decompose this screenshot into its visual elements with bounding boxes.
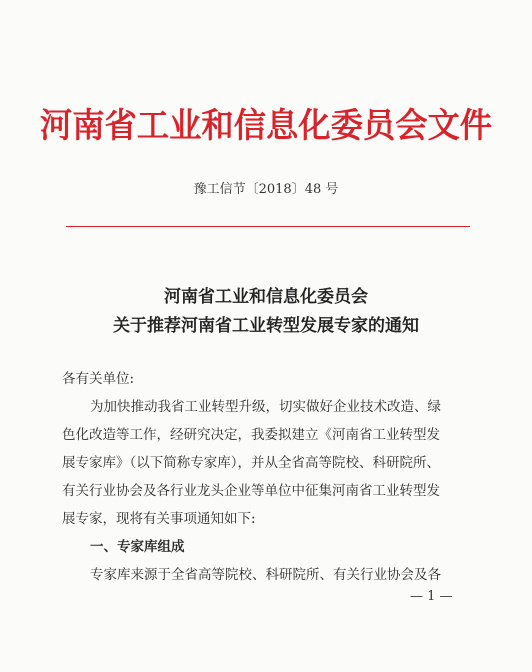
paragraph-line: 色化改造等工作，经研究决定，我委拟建立《河南省工业转型发 [62, 427, 440, 443]
document-number: 豫工信节〔2018〕48 号 [193, 182, 339, 197]
notice-title-line-1: 河南省工业和信息化委员会 [164, 287, 368, 307]
page-number: — 1 — [410, 589, 453, 604]
salutation: 各有关单位: [62, 371, 135, 387]
notice-title-line-2: 关于推荐河南省工业转型发展专家的通知 [113, 316, 419, 336]
paragraph-line: 为加快推动我省工业转型升级，切实做好企业技术改造、绿 [90, 399, 441, 415]
paragraph-line: 专家库来源于全省高等院校、科研院所、有关行业协会及各 [90, 567, 441, 583]
paragraph-line: 有关行业协会及各行业龙头企业等单位中征集河南省工业转型发 [62, 483, 440, 499]
paragraph-line: 展专家，现将有关事项通知如下: [62, 511, 256, 527]
section-heading: 一、专家库组成 [90, 539, 185, 555]
paragraph-line: 展专家库》（以下简称专家库），并从全省高等院校、科研院所、 [62, 455, 440, 471]
issuer-header-title: 河南省工业和信息化委员会文件 [39, 106, 493, 146]
notice-body [62, 396, 470, 592]
red-divider-line [66, 226, 470, 227]
